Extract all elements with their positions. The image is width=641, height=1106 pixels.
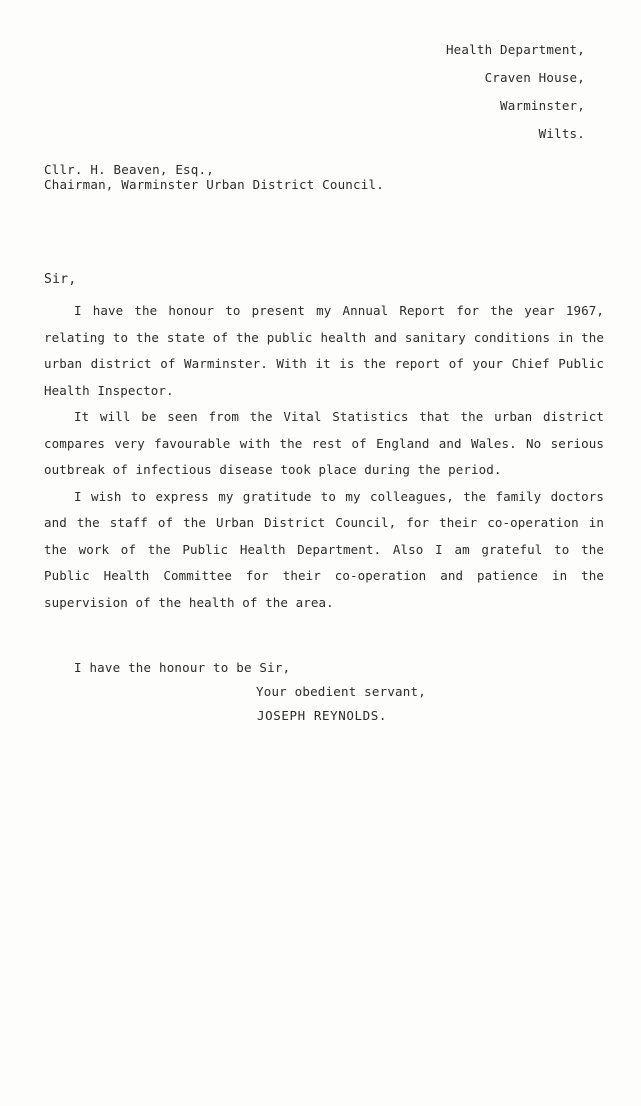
address-line-department: Health Department, [445,42,585,57]
paragraph-vital-statistics: It will be seen from the Vital Statistics that the urban district compares very favourable with the rest of England and Wales. No serious outbreak of infectious disease took place during the period. [44,409,604,477]
salutation: Sir, [44,272,77,287]
recipient-name: Cllr. H. Beaven, Esq., [44,162,214,177]
closing-servant: Your obedient servant, [256,684,426,699]
paragraph-report-intro: I have the honour to present my Annual Report for the year 1967, relating to the state of the public health and sanitary conditions in the urban district of Warminster. With it is the report of your Chief Public Health Inspector. [44,303,604,398]
letter-body [44,298,604,616]
signature: JOSEPH REYNOLDS. [257,708,388,723]
address-line-town: Warminster, [500,98,585,113]
sender-address [395,36,585,148]
closing-honour: I have the honour to be Sir, [74,660,291,675]
recipient-title: Chairman, Warminster Urban District Council. [44,177,384,192]
recipient-address [44,162,384,192]
address-line-county: Wilts. [538,126,585,141]
paragraph-gratitude: I wish to express my gratitude to my colleagues, the family doctors and the staff of the Urban District Council, for their co-operation in the work of the Public Health Department. Also I am grateful to the Public Health Committee for their co-operation and patience in the supervision of the health of the area. [44,488,604,610]
address-line-building: Craven House, [484,70,585,85]
